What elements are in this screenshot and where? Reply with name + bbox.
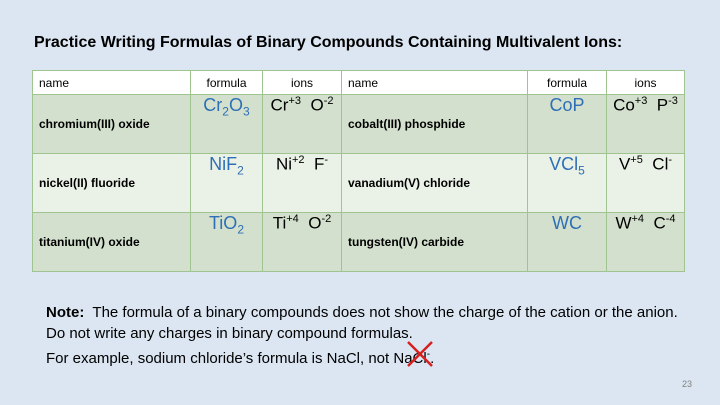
crossed-text: Cl [412, 350, 427, 367]
compound-name: titanium(IV) oxide [33, 213, 191, 272]
formula-subscript: 2 [237, 222, 244, 237]
compound-ions [607, 213, 685, 272]
header-name: name [33, 71, 191, 95]
compound-formula [528, 154, 607, 213]
example-prefix: For example, sodium chloride’s formula is NaCl, not Na [46, 350, 413, 367]
formula-symbol: CoP [549, 95, 585, 115]
formula-symbol: Cr [203, 95, 223, 115]
ion-charge: -2 [323, 95, 334, 107]
compound-ions [263, 95, 342, 154]
table-row [33, 154, 685, 213]
ion-symbol: W [615, 213, 632, 233]
ion-symbol: Ti [272, 213, 287, 233]
compound-ions [607, 154, 685, 213]
formula-subscript: 2 [237, 163, 244, 178]
formula-symbol: NiF [209, 154, 238, 174]
ion-charge: -2 [321, 213, 332, 225]
ion-symbol: F [314, 154, 325, 174]
note-label: Note: [46, 304, 85, 321]
header-formula: formula [528, 71, 607, 95]
note-paragraph [46, 302, 696, 344]
ion-charge: +4 [286, 213, 299, 225]
ion-charge: -4 [665, 213, 676, 225]
ion-charge: - [324, 154, 329, 166]
ion-symbol: O [310, 95, 324, 115]
compound-ions [263, 213, 342, 272]
red-x-icon [405, 340, 435, 368]
compound-name: chromium(III) oxide [33, 95, 191, 154]
compound-name: cobalt(III) phosphide [342, 95, 528, 154]
formula-subscript: 5 [578, 163, 585, 178]
ion-symbol: Ni [275, 154, 292, 174]
compound-name: tungsten(IV) carbide [342, 213, 528, 272]
ion-charge: +4 [631, 213, 645, 225]
crossed-charge: - [426, 349, 431, 360]
header-ions: ions [263, 71, 342, 95]
compound-ions [263, 154, 342, 213]
ion-charge: +3 [634, 95, 648, 107]
compound-formula [191, 213, 263, 272]
ion-charge: +5 [630, 154, 643, 166]
note-example [46, 344, 696, 369]
table-header-row [33, 71, 685, 95]
formula-symbol: TiO [208, 213, 238, 233]
compounds-table [32, 70, 685, 272]
ion-charge: +2 [292, 154, 305, 166]
compound-formula [528, 213, 607, 272]
formula-subscript: 3 [243, 104, 250, 119]
slide-title: Practice Writing Formulas of Binary Compounds Containing Multivalent Ions: [34, 34, 623, 51]
slide-number: 23 [681, 379, 692, 389]
formula-symbol: VCl [549, 154, 579, 174]
ion-symbol: C [653, 213, 666, 233]
header-name: name [342, 71, 528, 95]
ion-symbol: Cl [652, 154, 669, 174]
crossed-out-chloride [413, 344, 431, 369]
compound-ions [607, 95, 685, 154]
ion-symbol: V [618, 154, 631, 174]
ion-charge: +3 [288, 95, 302, 107]
formula-subscript: 2 [222, 104, 229, 119]
table-row [33, 213, 685, 272]
header-ions: ions [607, 71, 685, 95]
compound-formula [191, 95, 263, 154]
table-row [33, 95, 685, 154]
formula-symbol: WC [552, 213, 582, 233]
ion-charge: - [668, 154, 673, 166]
note-box [46, 302, 696, 369]
compound-formula [191, 154, 263, 213]
header-formula: formula [191, 71, 263, 95]
ion-charge: -3 [668, 95, 678, 107]
formula-symbol: O [228, 95, 243, 115]
compound-name: nickel(II) fluoride [33, 154, 191, 213]
compound-formula [528, 95, 607, 154]
example-suffix: . [430, 350, 435, 367]
ion-symbol: Co [613, 95, 635, 115]
ion-symbol: P [656, 95, 669, 115]
compound-name: vanadium(V) chloride [342, 154, 528, 213]
note-text: The formula of a binary compounds does not show the charge of the cation or the anion. Do not write any charges in binary compound formulas. [46, 304, 678, 342]
ion-symbol: O [308, 213, 322, 233]
ion-symbol: Cr [270, 95, 289, 115]
